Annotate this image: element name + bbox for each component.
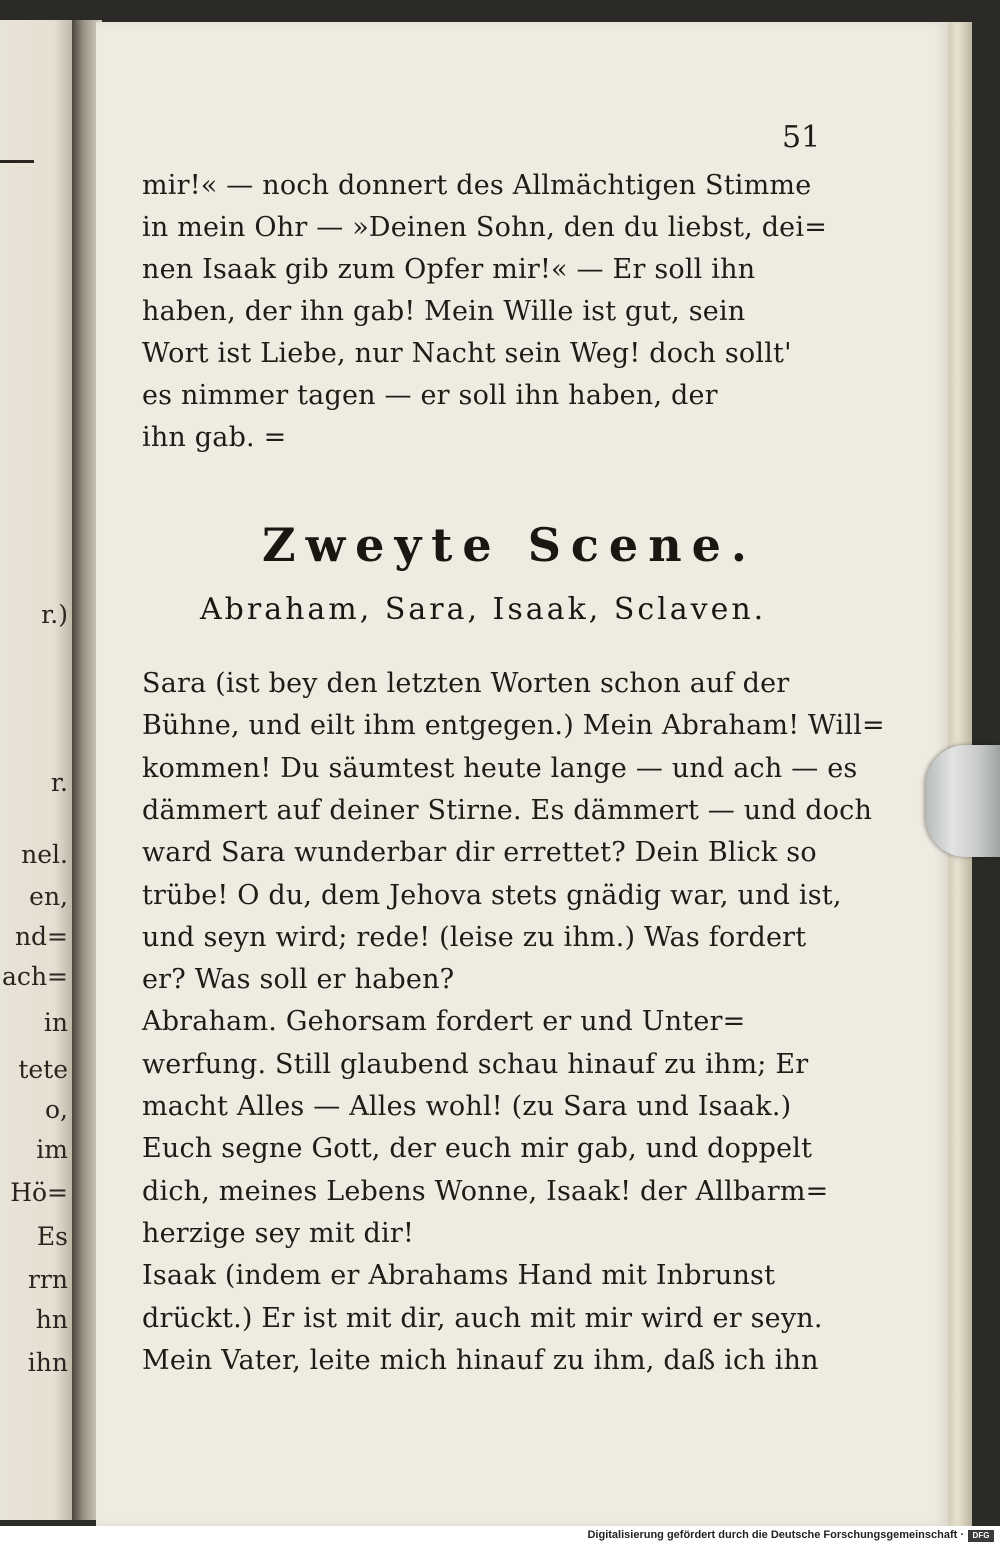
left-page-fragment: r. [50, 768, 68, 797]
left-page-fragment: Hö= [10, 1178, 68, 1207]
text-line: werfung. Still glaubend schau hinauf zu ihm; Er [142, 1048, 809, 1080]
left-page-fragment: en, [29, 882, 68, 911]
text-line: drückt.) Er ist mit dir, auch mit mir wird er seyn. [142, 1302, 823, 1334]
text-line: in mein Ohr — »Deinen Sohn, den du liebst, dei= [142, 212, 828, 243]
left-page-fragment: nel. [21, 840, 68, 869]
cast-list: Abraham, Sara, Isaak, Sclaven. [200, 592, 767, 627]
text-line: Abraham. Gehorsam fordert er und Unter= [142, 1006, 746, 1038]
left-page-fragment: tete [18, 1055, 68, 1084]
left-page-fragment: nd= [14, 922, 68, 951]
left-page-fragment: im [36, 1135, 68, 1164]
footer-credit: Digitalisierung gefördert durch die Deutsche Forschungsgemeinschaft · [587, 1529, 964, 1541]
text-line: ward Sara wunderbar dir errettet? Dein Blick so [142, 837, 817, 869]
left-page-rule [0, 160, 34, 163]
dfg-logo: DFG [968, 1530, 994, 1542]
text-line: ihn gab. = [142, 422, 287, 453]
left-page-fragment: ach= [2, 962, 68, 991]
left-page-fragment: r.) [41, 600, 68, 629]
text-line: Euch segne Gott, der euch mir gab, und doppelt [142, 1133, 813, 1165]
text-line: es nimmer tagen — er soll ihn haben, der [142, 380, 718, 411]
text-line: haben, der ihn gab! Mein Wille ist gut, sein [142, 296, 746, 327]
text-line: Mein Vater, leite mich hinauf zu ihm, daß ich ihn [142, 1344, 819, 1376]
left-page-fragment: ihn [27, 1348, 68, 1377]
book-clip [926, 745, 1000, 857]
text-line: Sara (ist bey den letzten Worten schon auf der [142, 668, 790, 699]
scene-heading: Zweyte Scene. [262, 518, 757, 572]
footer-bar [0, 1526, 1000, 1546]
text-line: macht Alles — Alles wohl! (zu Sara und Isaak.) [142, 1091, 792, 1122]
text-line: dämmert auf deiner Stirne. Es dämmert — und doch [142, 794, 873, 826]
text-line: dich, meines Lebens Wonne, Isaak! der Allbarm= [142, 1175, 829, 1207]
text-line: er? Was soll er haben? [142, 964, 455, 996]
text-line: Wort ist Liebe, nur Nacht sein Weg! doch sollt' [142, 338, 792, 369]
text-line: Bühne, und eilt ihm entgegen.) Mein Abraham! Will= [142, 710, 885, 742]
text-line: und seyn wird; rede! (leise zu ihm.) Was fordert [142, 921, 807, 953]
text-line: nen Isaak gib zum Opfer mir!« — Er soll ihn [142, 254, 756, 285]
left-page-fragment: in [43, 1008, 68, 1037]
text-line: mir!« — noch donnert des Allmächtigen Stimme [142, 170, 812, 201]
text-line: herzige sey mit dir! [142, 1217, 414, 1249]
text-line: kommen! Du säumtest heute lange — und ach — es [142, 752, 858, 784]
text-line: Isaak (indem er Abrahams Hand mit Inbrunst [142, 1260, 776, 1292]
left-page-fragment: rrn [27, 1265, 68, 1294]
previous-page-edge [0, 20, 78, 1520]
left-page-fragment: hn [35, 1305, 68, 1334]
text-line: trübe! O du, dem Jehova stets gnädig war, und ist, [142, 879, 842, 911]
page-number: 51 [782, 120, 821, 155]
left-page-fragment: o, [45, 1095, 68, 1124]
left-page-fragment: Es [36, 1222, 68, 1251]
